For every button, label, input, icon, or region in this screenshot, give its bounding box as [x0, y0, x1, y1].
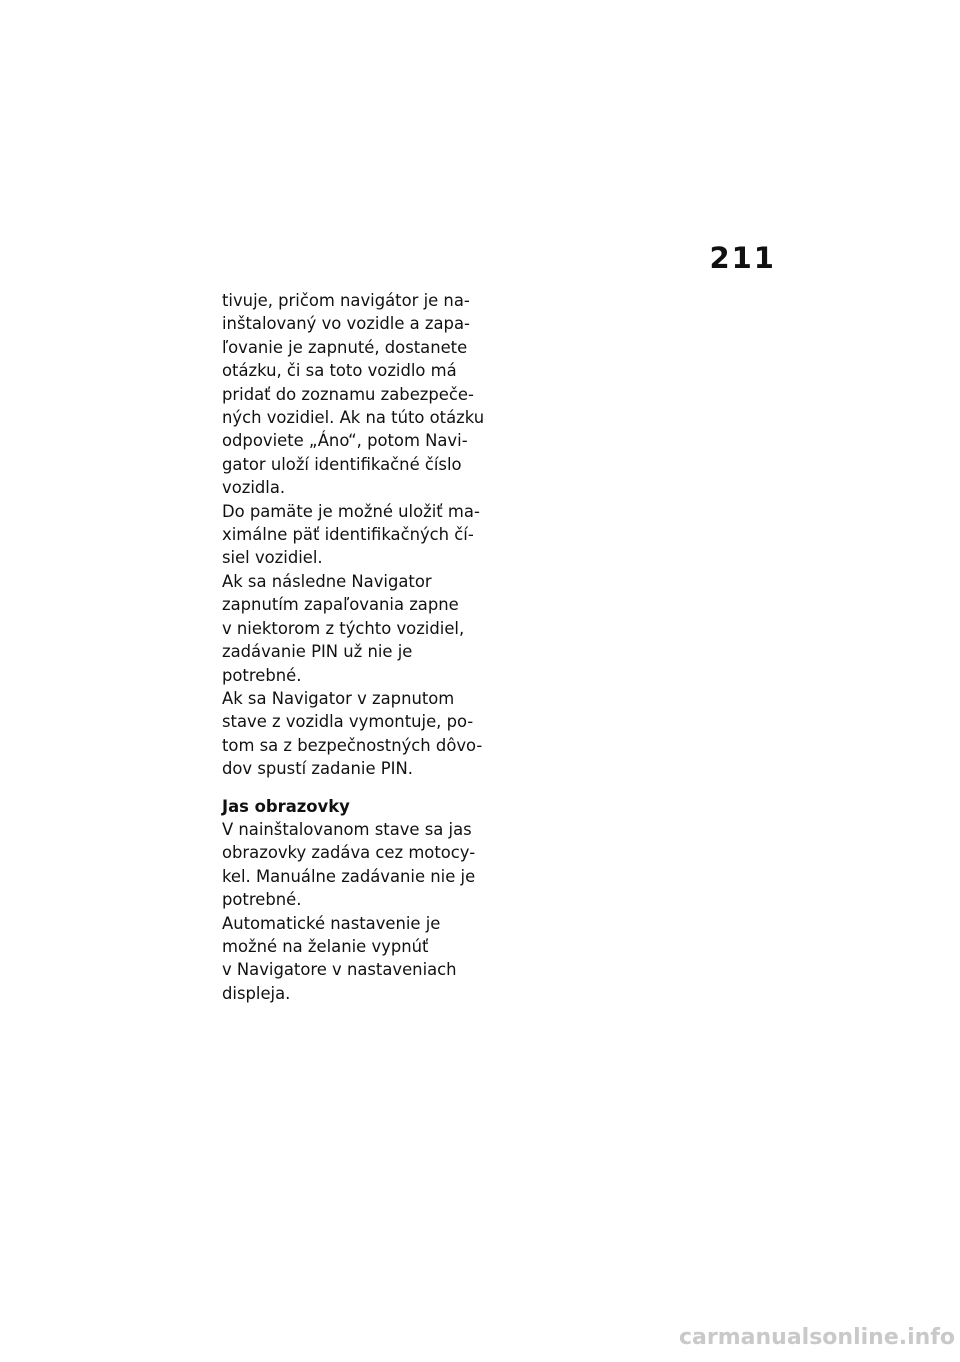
text-line: obrazovky zadáva cez motocy- — [222, 843, 476, 863]
text-line: možné na želanie vypnúť — [222, 936, 429, 956]
section-heading: Jas obrazovky — [222, 796, 350, 816]
paragraph-memory-limit — [222, 500, 512, 570]
text-line: vozidla. — [222, 478, 286, 498]
text-line: tivuje, pričom navigátor je na- — [222, 291, 470, 310]
text-line: otázku, či sa toto vozidlo má — [222, 361, 457, 381]
paragraph-brightness-installed — [222, 818, 512, 912]
text-line: Ak sa Navigator v zapnutom — [222, 688, 455, 708]
page-number: 211 — [709, 241, 776, 275]
text-line: kel. Manuálne zadávanie nie je — [222, 866, 476, 886]
paragraph-pin-not-required — [222, 570, 512, 687]
text-line: v niektorom z týchto vozidiel, — [222, 618, 465, 638]
text-line: siel vozidiel. — [222, 548, 323, 568]
watermark: carmanualsonline.info — [679, 1325, 955, 1350]
text-line: inštalovaný vo vozidle a zapa- — [222, 314, 470, 334]
paragraph-pin-registration — [222, 289, 512, 500]
text-line: V nainštalovanom stave sa jas — [222, 819, 472, 839]
text-line: displeja. — [222, 983, 291, 1003]
text-line: Do pamäte je možné uložiť ma- — [222, 501, 480, 521]
text-line: ných vozidiel. Ak na túto otázku — [222, 408, 485, 428]
text-line: ľovanie je zapnuté, dostanete — [222, 337, 468, 357]
text-line: Ak sa následne Navigator — [222, 571, 432, 591]
text-line: odpoviete „Áno“, potom Navi- — [222, 431, 468, 451]
text-line: Automatické nastavenie je — [222, 913, 441, 933]
text-line: tom sa z bezpečnostných dôvo- — [222, 735, 483, 755]
text-line: potrebné. — [222, 665, 302, 685]
text-line: v Navigatore v nastaveniach — [222, 960, 457, 980]
text-line: zadávanie PIN už nie je — [222, 642, 413, 662]
text-line: ximálne päť identifikačných čí- — [222, 525, 474, 545]
text-line: stave z vozidla vymontuje, po- — [222, 712, 474, 732]
text-line: zapnutím zapaľovania zapne — [222, 595, 459, 615]
paragraph-removal-pin — [222, 687, 512, 781]
paragraph-brightness-auto — [222, 912, 512, 1006]
text-line: potrebné. — [222, 890, 302, 910]
text-line: pridať do zoznamu zabezpeče- — [222, 384, 474, 404]
text-column — [222, 289, 512, 1005]
text-line: dov spustí zadanie PIN. — [222, 759, 413, 779]
text-line: gator uloží identifikačné číslo — [222, 454, 462, 474]
